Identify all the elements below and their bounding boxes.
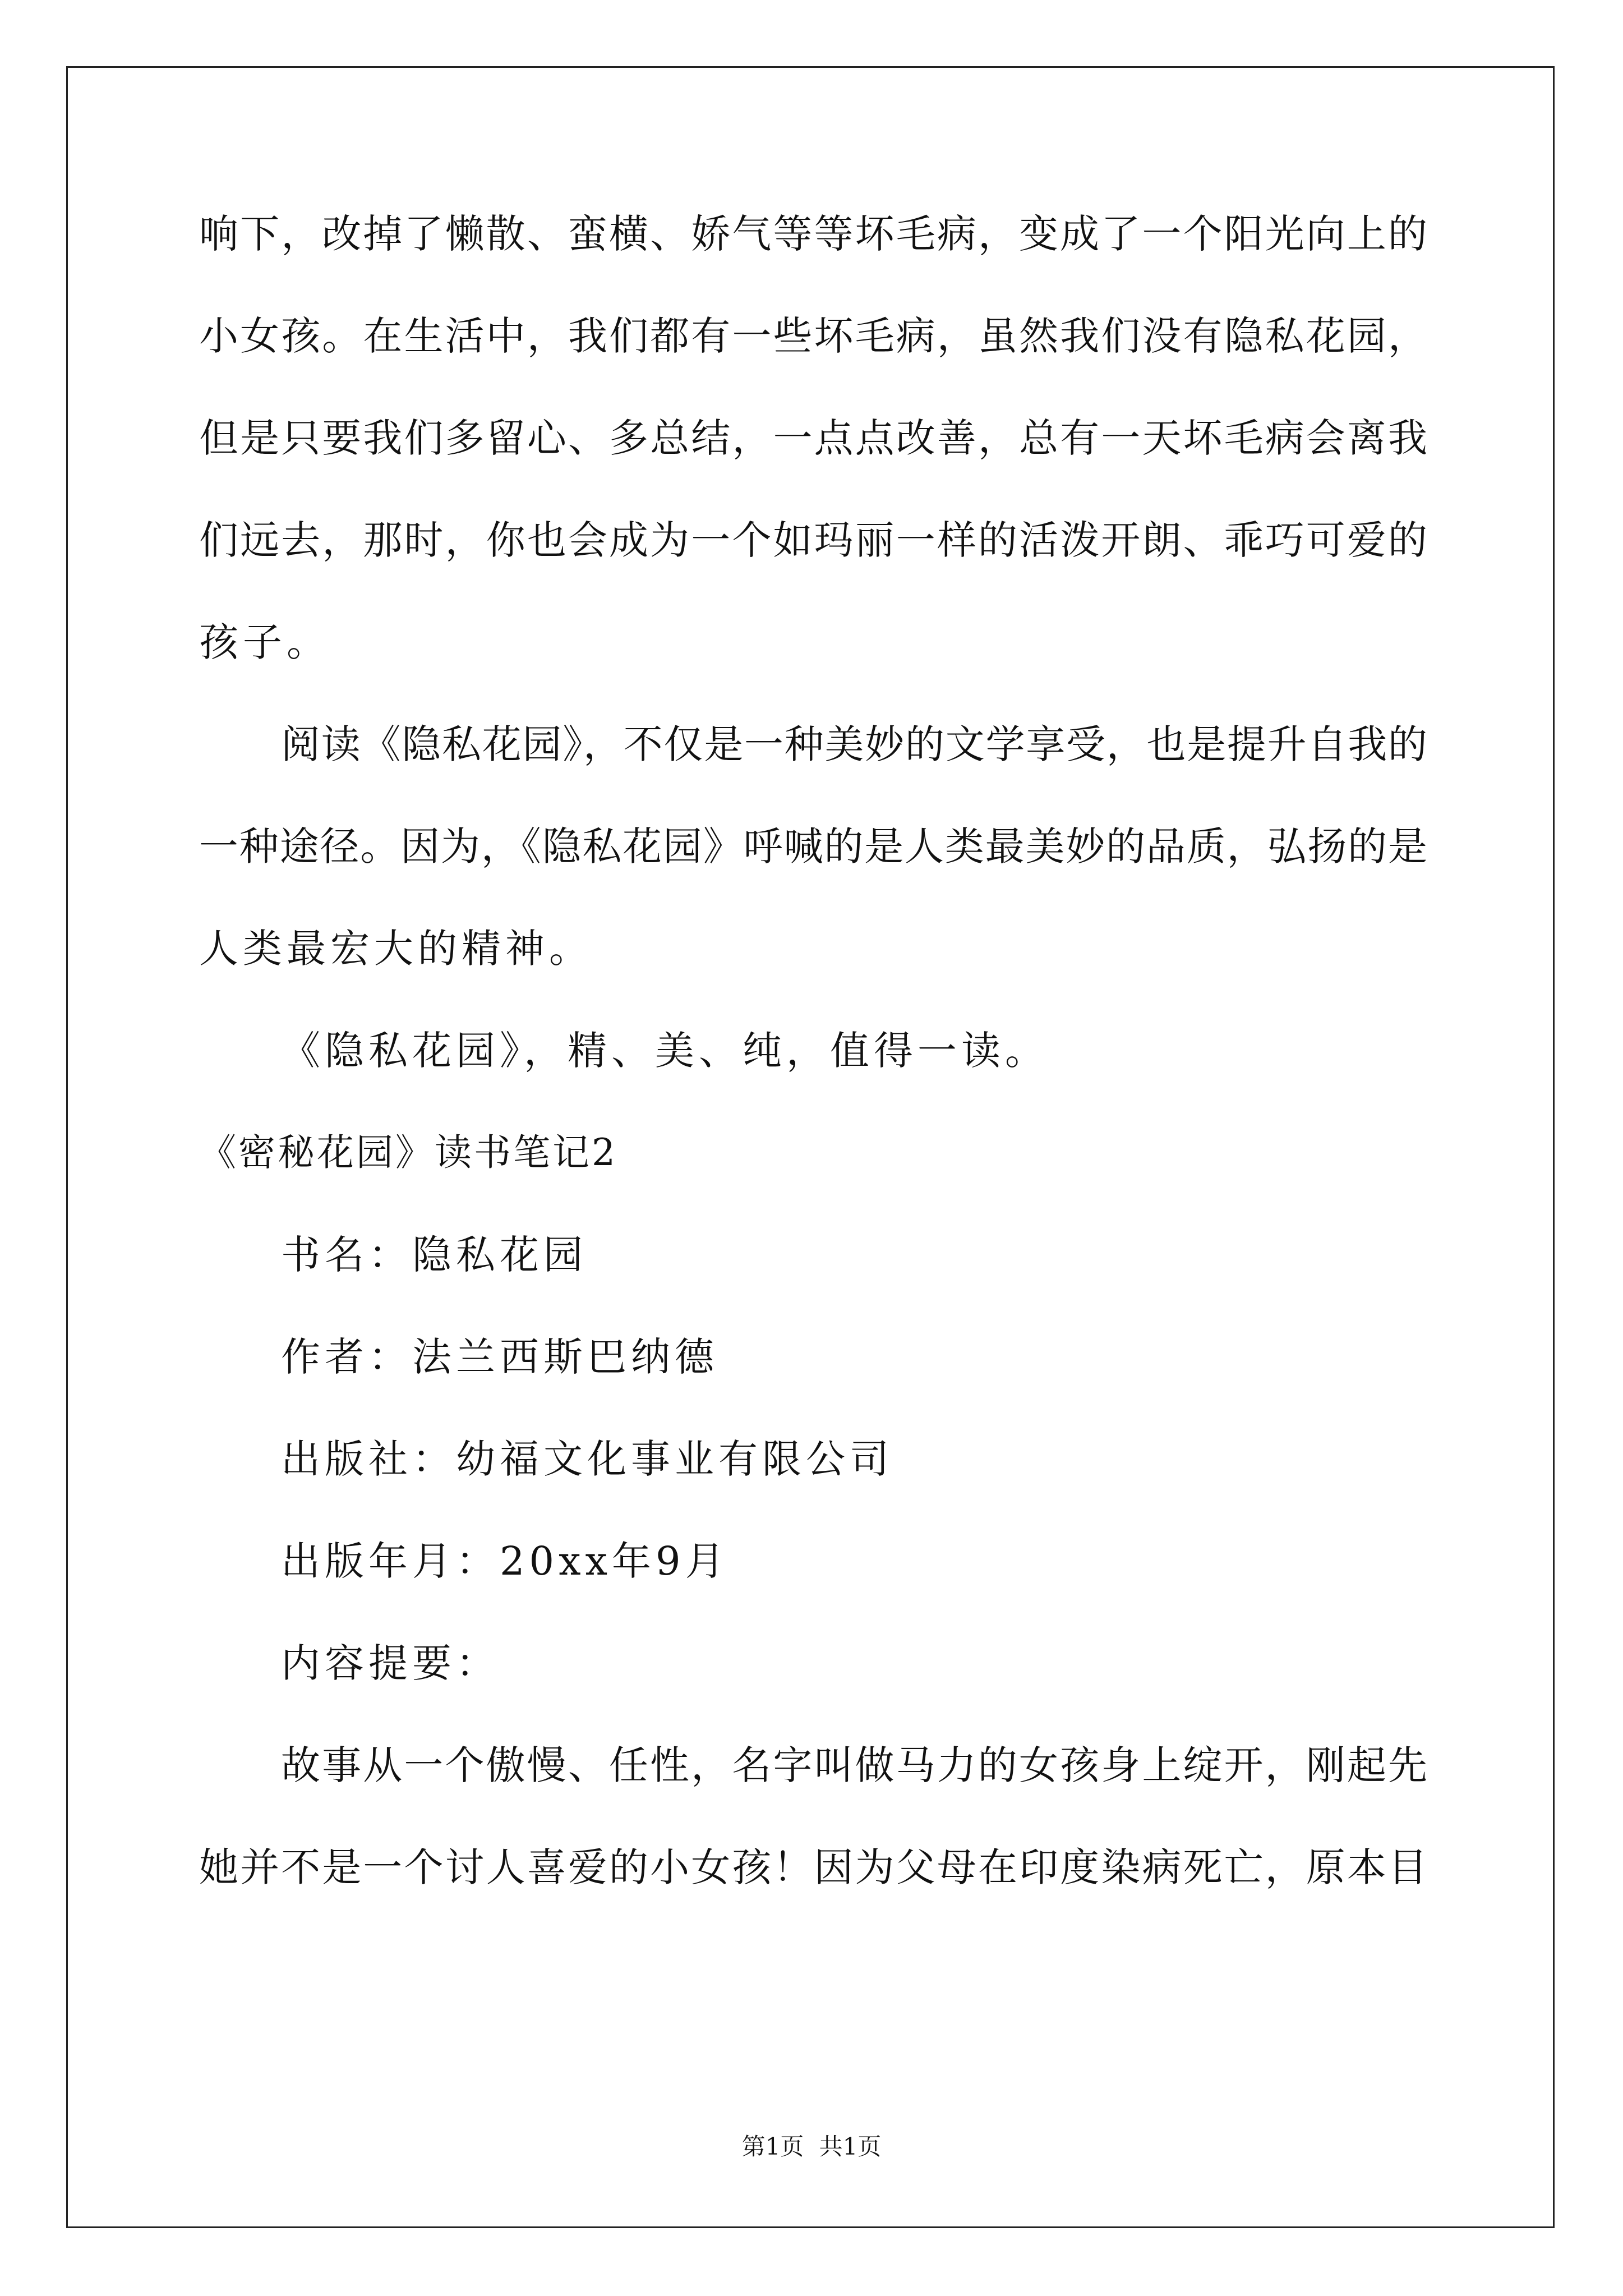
author-line: 作者：法兰西斯巴纳德 (281, 1334, 718, 1380)
summary-label: 内容提要： (281, 1640, 500, 1686)
paragraph-line: 孩子。 (199, 619, 330, 665)
paragraph-line: 阅读《隐私花园》，不仅是一种美妙的文学享受，也是提升自我的 (281, 721, 1427, 767)
paragraph-line: 她并不是一个讨人喜爱的小女孩！因为父母在印度染病死亡，原本目 (199, 1844, 1427, 1890)
paragraph-line: 《隐私花园》，精、美、纯，值得一读。 (281, 1028, 1049, 1074)
page-number-footer: 第1页 共1页 (741, 2133, 882, 2160)
publish-date-line: 出版年月：20xx年9月 (281, 1538, 729, 1584)
paragraph-line: 响下，改掉了懒散、蛮横、娇气等等坏毛病，变成了一个阳光向上的 (199, 211, 1427, 257)
paragraph-line: 们远去，那时，你也会成为一个如玛丽一样的活泼开朗、乖巧可爱的 (199, 517, 1427, 563)
paragraph-line: 一种途径。因为，《隐私花园》呼喊的是人类最美妙的品质，弘扬的是 (199, 823, 1427, 869)
paragraph-line: 但是只要我们多留心、多总结，一点点改善，总有一天坏毛病会离我 (199, 415, 1427, 461)
section-heading: 《密秘花园》读书笔记2 (199, 1131, 617, 1174)
paragraph-line: 人类最宏大的精神。 (199, 926, 593, 972)
paragraph-line: 小女孩。在生活中，我们都有一些坏毛病，虽然我们没有隐私花园， (199, 313, 1427, 359)
paragraph-line: 故事从一个傲慢、任性，名字叫做马力的女孩身上绽开，刚起先 (281, 1742, 1427, 1788)
book-title-line: 书名：隐私花园 (281, 1232, 587, 1278)
publisher-line: 出版社：幼福文化事业有限公司 (281, 1436, 893, 1482)
